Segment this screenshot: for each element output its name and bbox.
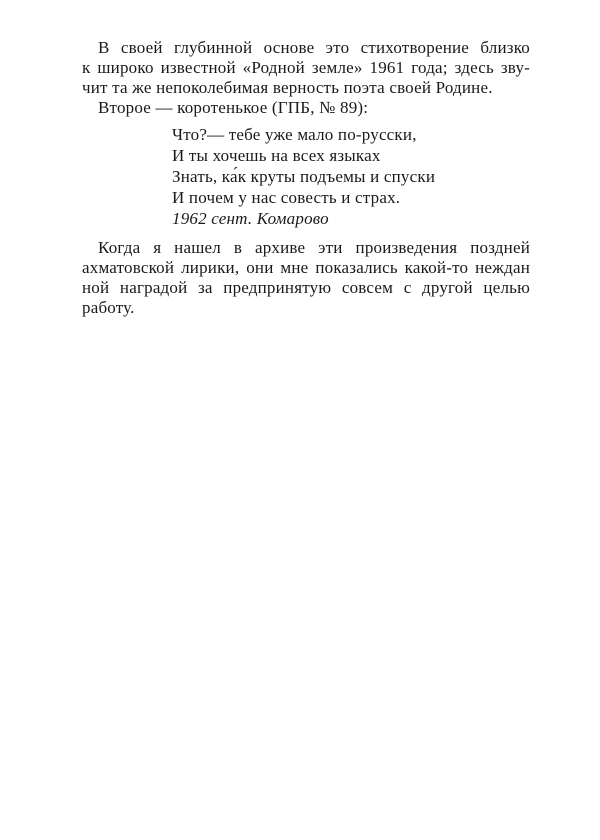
paragraph-3-line-1: Когда я нашел в архиве эти произведения поздней [98,238,530,257]
paragraph-2-line-1: Второе — коротенькое (ГПБ, № 89): [98,98,369,117]
poem-line-2: И ты хочешь на всех языках [172,146,381,165]
poem-line-1: Что?— тебе уже мало по-русски, [172,125,417,144]
paragraph-3-line-3: ной наградой за предпринятую совсем с другой целью [82,278,530,297]
paragraph-1-line-2: к широко известной «Родной земле» 1961 года; здесь зву- [82,58,530,77]
poem-line-3: Знать, ка́к круты подъемы и спуски [172,167,436,186]
paragraph-3-line-4: работу. [82,298,135,317]
poem-line-4: И почем у нас совесть и страх. [172,188,401,207]
paragraph-1-line-1: В своей глубинной основе это стихотворение близко [98,38,530,57]
paragraph-3-line-2: ахматовской лирики, они мне показались какой-то неждан [82,258,530,277]
paragraph-1-line-3: чит та же непоколебимая верность поэта своей Родине. [82,78,493,97]
poem-signature: 1962 сент. Комарово [172,209,329,228]
